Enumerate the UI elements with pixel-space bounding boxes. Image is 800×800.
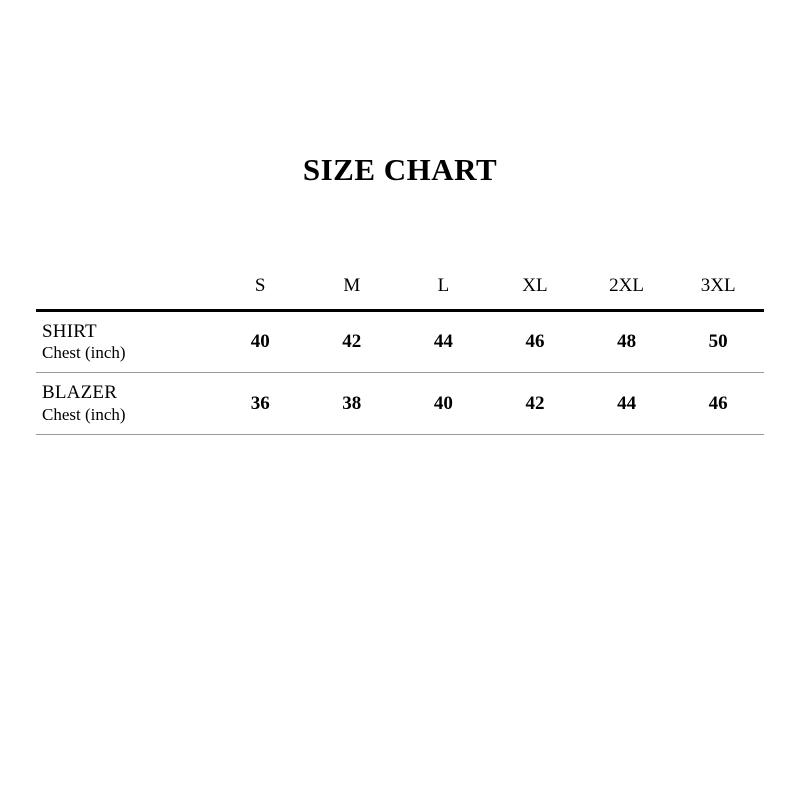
cell-blazer-m: 38 [306,373,398,434]
column-header-s: S [214,275,306,311]
page-title: SIZE CHART [302,152,498,187]
size-chart-table-container [36,275,764,435]
cell-shirt-2xl: 48 [581,311,673,373]
size-chart-table [36,275,764,435]
cell-shirt-l: 44 [398,311,490,373]
row-garment-name: BLAZER [42,382,118,404]
row-garment-name: SHIRT [42,321,97,342]
row-measure-name: Chest (inch) [42,404,126,424]
cell-blazer-2xl: 44 [581,373,673,434]
table-header-row [36,275,764,311]
cell-blazer-s: 36 [214,373,306,434]
table-row [36,373,764,434]
table-corner-cell [36,275,214,311]
table-body [36,311,764,435]
table-header [36,275,764,311]
cell-shirt-m: 42 [306,311,398,373]
row-label-shirt [36,311,214,373]
row-measure-name: Chest (inch) [42,343,126,363]
cell-shirt-xl: 46 [489,311,581,373]
table-row [36,311,764,373]
row-label-blazer [36,373,214,434]
column-header-2xl: 2XL [581,275,673,311]
column-header-3xl: 3XL [672,275,764,311]
column-header-m: M [306,275,398,311]
cell-blazer-3xl: 46 [672,373,764,434]
cell-blazer-l: 40 [398,373,490,434]
column-header-xl: XL [489,275,581,311]
cell-shirt-s: 40 [214,311,306,373]
column-header-l: L [398,275,490,311]
cell-blazer-xl: 42 [489,373,581,434]
cell-shirt-3xl: 50 [672,311,764,373]
